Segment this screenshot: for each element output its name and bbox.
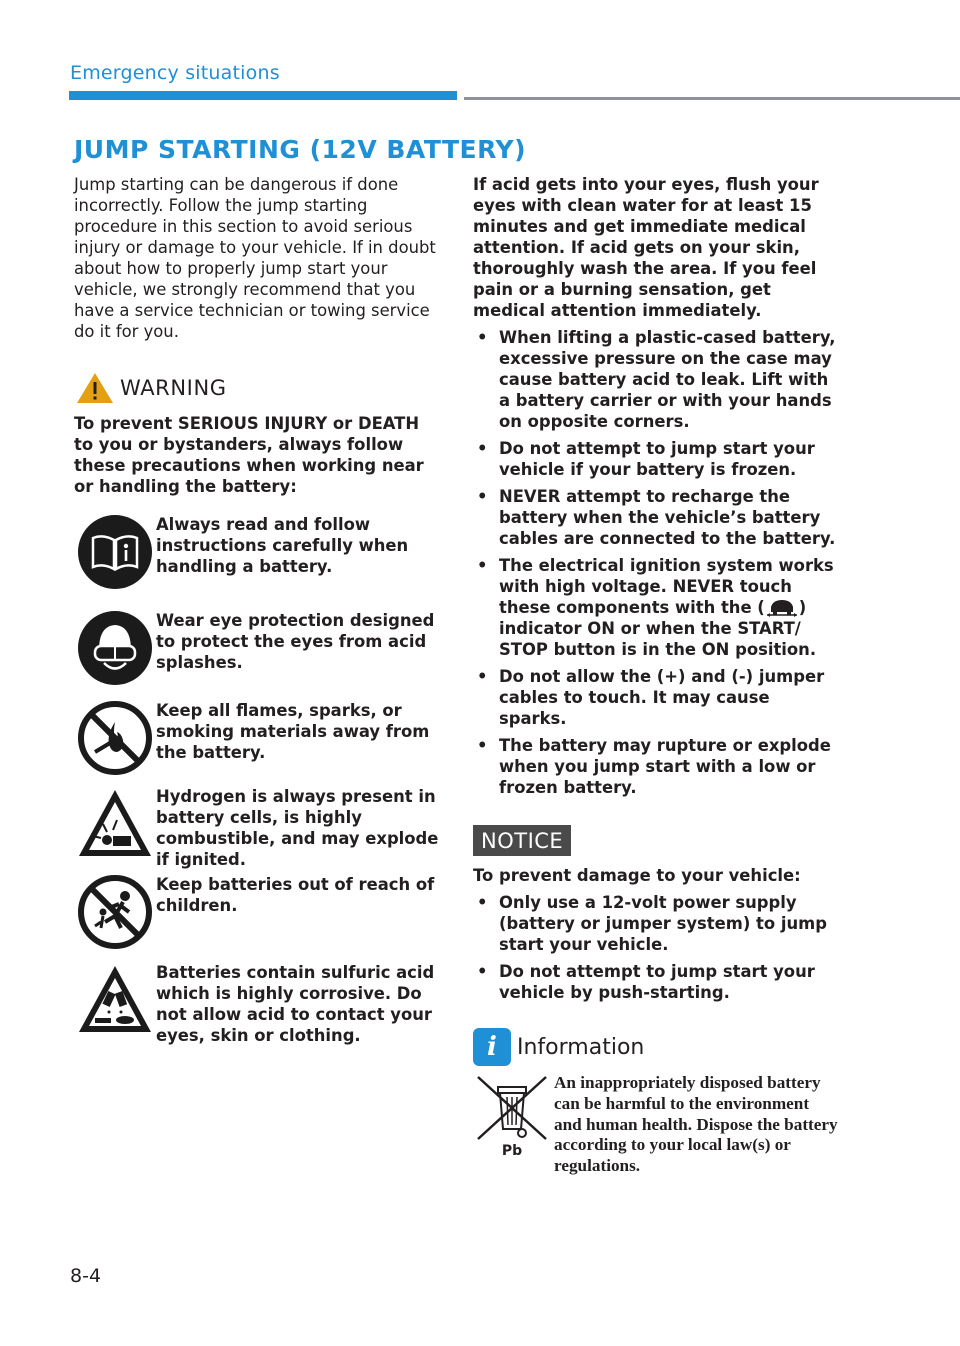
warning-item-text: Always read and follow instructions carefully when handling a battery. — [156, 515, 409, 576]
notice-list — [473, 892, 839, 1003]
vehicle-ready-indicator-icon — [765, 597, 799, 617]
warning-intro: To prevent SERIOUS INJURY or DEATH to you or bystanders, always follow these precautions when working near or handling the battery: — [74, 414, 424, 496]
warning-item — [74, 960, 440, 1054]
list-item: • When lifting a plastic-cased battery, excessive pressure on the case may cause battery acid to leak. Lift with a battery carrier or with your hands on opposite corners. — [473, 327, 839, 432]
warning-item — [74, 786, 440, 874]
list-item: • Do not allow the (+) and (-) jumper cables to touch. It may cause sparks. — [473, 666, 839, 729]
notice-block — [473, 825, 839, 1003]
warning-item — [74, 514, 440, 610]
explosion-hazard-icon — [77, 786, 153, 862]
notice-intro: To prevent damage to your vehicle: — [473, 866, 801, 885]
list-item-text-rest: ) indicator ON or when the START/ STOP button is in the ON position. — [499, 598, 817, 659]
list-item: • Do not attempt to jump start your vehicle by push-starting. — [473, 961, 839, 1003]
information-text: An inappropriately disposed battery can be harmful to the environment and human health. Dispose the battery according to your local law(s) or regulations. — [554, 1073, 838, 1176]
recycle-bin-figure — [473, 1073, 551, 1177]
list-item: • NEVER attempt to recharge the battery when the vehicle’s battery cables are connected to the battery. — [473, 486, 839, 549]
corrosive-acid-icon — [77, 962, 153, 1038]
information-heading — [473, 1027, 839, 1067]
information-body — [473, 1073, 839, 1177]
warning-item-text: Keep batteries out of reach of children. — [156, 875, 435, 915]
list-item: • Do not attempt to jump start your vehicle if your battery is frozen. — [473, 438, 839, 480]
precaution-list — [473, 327, 839, 798]
crossed-out-bin-icon — [474, 1073, 550, 1143]
left-column — [74, 174, 440, 1054]
warning-item — [74, 700, 440, 786]
manual-book-icon — [77, 514, 153, 590]
warning-label: WARNING — [120, 376, 227, 400]
running-header: Emergency situations — [70, 62, 280, 84]
acid-first-aid-paragraph: If acid gets into your eyes, flush your eyes with clean water for at least 15 minutes and get immediate medical attention. If acid gets on your skin, thoroughly wash the area. If you feel pain or a burning sensation, get medical attention immediately. — [473, 175, 819, 320]
list-item-text: The electrical ignition system works with high voltage. NEVER touch these components with the ( — [499, 556, 834, 617]
information-label: Information — [517, 1034, 645, 1060]
warning-item-text: Batteries contain sulfuric acid which is highly corrosive. Do not allow acid to contact your eyes, skin or clothing. — [156, 963, 435, 1045]
keep-away-children-icon — [77, 874, 153, 950]
warning-item-text: Wear eye protection designed to protect the eyes from acid splashes. — [156, 611, 435, 672]
header-rule-gray — [464, 97, 960, 100]
header-rule-blue — [69, 91, 457, 100]
warning-item-text: Keep all flames, sparks, or smoking materials away from the battery. — [156, 701, 430, 762]
eye-protection-icon — [77, 610, 153, 686]
list-item — [473, 555, 839, 660]
list-item: • The battery may rupture or explode when you jump start with a low or frozen battery. — [473, 735, 839, 798]
no-flame-icon — [77, 700, 153, 776]
section-title: JUMP STARTING (12V BATTERY) — [74, 135, 527, 164]
info-icon: i — [473, 1028, 511, 1066]
lead-label: Pb — [501, 1143, 523, 1159]
warning-heading — [74, 371, 440, 405]
intro-paragraph: Jump starting can be dangerous if done incorrectly. Follow the jump starting procedure in this section to avoid serious injury or damage to your vehicle. If in doubt about how to properly jump start your vehicle, we strongly recommend that you have a service technician or towing service do it for you. — [74, 175, 436, 341]
notice-label: NOTICE — [473, 825, 571, 856]
list-item: • Only use a 12-volt power supply (battery or jumper system) to jump start your vehicle. — [473, 892, 839, 955]
right-column — [473, 174, 839, 1177]
warning-triangle-icon — [76, 372, 114, 404]
page-number: 8-4 — [70, 1265, 102, 1287]
warning-item — [74, 874, 440, 960]
warning-item-text: Hydrogen is always present in battery cells, is highly combustible, and may explode if ignited. — [156, 787, 439, 869]
warning-item — [74, 610, 440, 700]
